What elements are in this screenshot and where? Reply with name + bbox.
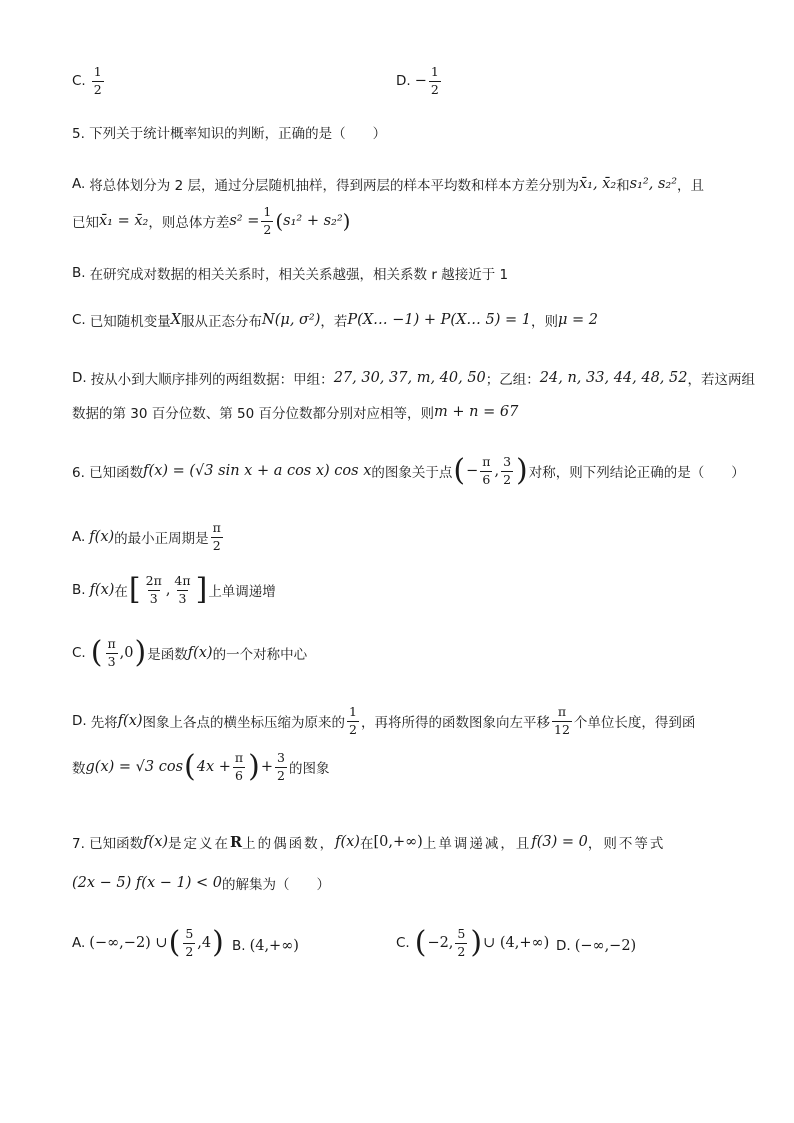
q7-stem-line2: (2x − 5) f(x − 1) < 0 的解集为（ ）	[72, 875, 330, 893]
q5-option-a-line2: 已知 x̄₁ = x̄₂ ，则总体方差 s² = $\frac{1}{2}$ ( s₁² + s₂² )	[72, 204, 351, 237]
fraction: $\frac{1}{2}$	[93, 64, 102, 97]
q7-stem-line1: 7. 已知函数 f(x) 是定义在 R 上的偶函数， f(x) 在 [0,+∞) 上单调递减，且 f(3) = 0 ，则不等式	[72, 833, 666, 852]
q4-option-c	[72, 66, 106, 96]
q5-option-a-line1: A. 将总体划分为 2 层，通过分层随机抽样，得到两层的样本平均数和样本方差分别为 x̄₁, x̄₂ 和 s₁², s₂² ，且	[72, 176, 705, 194]
fraction: $\frac{1}{2}$	[430, 64, 439, 97]
q4-option-d: D. − $\frac{1}{2}$	[396, 64, 439, 97]
option-label: D.	[396, 73, 411, 89]
q6-stem: 6. 已知函数 f(x) = (√3 sin x + a cos x) cos x 的图象关于点 ( − $\frac{\pi}{6}$ , $\frac{3}{2}$ ) 对称，则下列结论正确的是（ ）	[72, 453, 745, 488]
q6-option-a: A. f(x) 的最小正周期是 $\frac{\pi}{2}$	[72, 520, 221, 553]
q5-option-d-line2: 数据的第 30 百分位数、第 50 百分位数都分别对应相等，则 m + n = 67	[72, 404, 519, 422]
q6-option-c: C. ( $\frac{\pi}{3}$ , 0 ) 是函数 f(x) 的一个对称中心	[72, 635, 308, 670]
q7-option-b: B. (4,+∞)	[232, 938, 299, 954]
q5-option-b: B. 在研究成对数据的相关关系时，相关关系越强，相关系数 r 越接近于 1	[72, 265, 509, 283]
q6-option-d-line2: 数 g(x) = √3 cos ( 4x + $\frac{\pi}{6}$ ) + $\frac{3}{2}$ 的图象	[72, 749, 330, 784]
q5-option-c: C. 已知随机变量 X 服从正态分布 N(μ, σ²) ，若 P(X… −1) + P(X… 5) = 1 ，则 μ = 2	[72, 312, 599, 330]
q7-option-d: D. (−∞,−2)	[556, 938, 637, 954]
q7-option-a: A. (−∞,−2) ∪ ( $\frac{5}{2}$ , 4 )	[72, 925, 224, 960]
q5-option-d-line1: D. 按从小到大顺序排列的两组数据：甲组： 27, 30, 37, m, 40, 50 ；乙组： 24, n, 33, 44, 48, 52 ，若这两组	[72, 370, 755, 388]
q7-option-c: C. ( −2, $\frac{5}{2}$ ) ∪ (4,+∞)	[396, 925, 550, 960]
q6-option-b: B. f(x) 在 [ $\frac{2\pi}{3}$ , $\frac{4\pi}{3}$ ] 上单调递增	[72, 572, 276, 607]
option-label: C.	[72, 73, 86, 89]
q6-option-d-line1: D. 先将 f(x) 图象上各点的横坐标压缩为原来的 $\frac{1}{2}$ ，再将所得的函数图象向左平移 $\frac{\pi}{12}$ 个单位长度，得到函	[72, 704, 696, 737]
q5-stem: 5. 下列关于统计概率知识的判断，正确的是（ ）	[72, 126, 387, 142]
